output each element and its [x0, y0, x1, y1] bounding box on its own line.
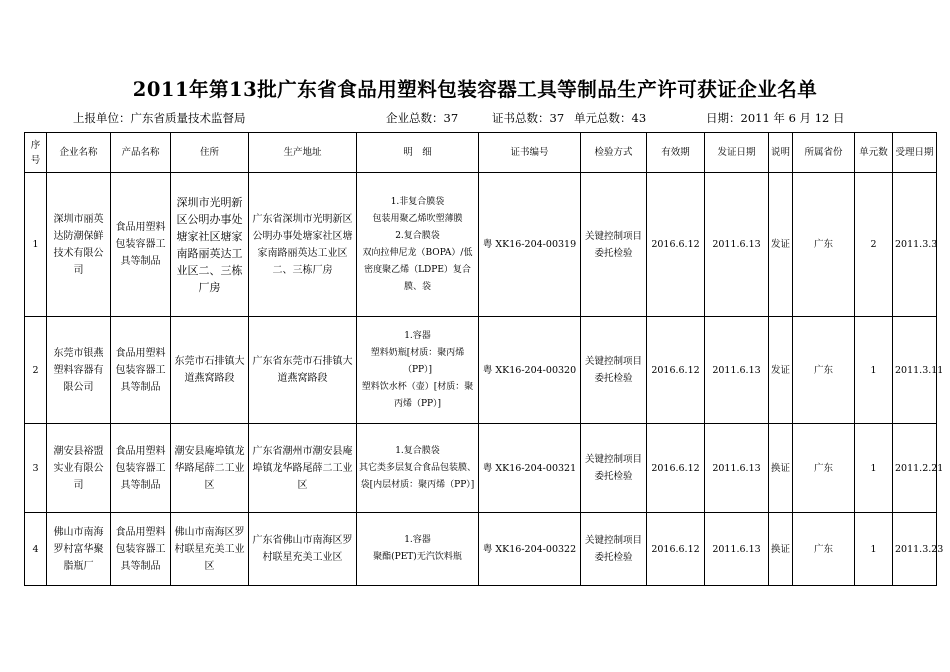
row-validity: 2016.6.12: [647, 424, 705, 513]
detail-line: 1.容器: [404, 535, 431, 545]
row-issue-date: 2011.6.13: [705, 513, 769, 586]
row-address: 广东省潮州市潮安县庵埠镇龙华路尾薛二工业区: [249, 424, 357, 513]
enterprise-table: [24, 132, 944, 586]
header-company: 企业名称: [47, 133, 111, 173]
row-province: 广东: [793, 513, 855, 586]
row-product: 食品用塑料包装容器工具等制品: [111, 173, 171, 317]
header-validity: 有效期: [647, 133, 705, 173]
row-units: 2: [855, 173, 893, 317]
row-validity: 2016.6.12: [647, 173, 705, 317]
header-issue-date: 发证日期: [705, 133, 769, 173]
row-method: 关键控制项目委托检验: [581, 173, 647, 317]
row-seq: 1: [25, 173, 47, 317]
row-detail: [357, 317, 479, 424]
table-row: [25, 173, 937, 317]
table-header-row: [25, 133, 937, 173]
page-title: 2011年第13批广东省食品用塑料包装容器工具等制品生产许可获证企业名单: [132, 78, 818, 101]
row-issue-date: 2011.6.13: [705, 173, 769, 317]
row-address: 广东省佛山市南海区罗村联星充美工业区: [249, 513, 357, 586]
row-detail: [357, 513, 479, 586]
row-province: 广东: [793, 317, 855, 424]
row-product: 食品用塑料包装容器工具等制品: [111, 424, 171, 513]
header-detail: 明 细: [357, 133, 479, 173]
enterprise-total: 企业总数：37: [386, 111, 459, 125]
row-accept-date: 2011.3.11: [893, 317, 937, 424]
detail-line: 包装用聚乙烯吹塑薄膜: [372, 213, 463, 224]
row-company: 深圳市丽英达防潮保鲜技术有限公司: [47, 173, 111, 317]
row-address: 广东省东莞市石排镇大道燕窝路段: [249, 317, 357, 424]
row-accept-date: 2011.3.23: [893, 513, 937, 586]
row-validity: 2016.6.12: [647, 317, 705, 424]
row-seq: 2: [25, 317, 47, 424]
row-residence: 潮安县庵埠镇龙华路尾薛二工业区: [171, 424, 249, 513]
row-cert: 粤 XK16-204-00321: [479, 424, 581, 513]
row-note: 换证: [769, 424, 793, 513]
row-method: 关键控制项目委托检验: [581, 513, 647, 586]
row-residence: 佛山市南海区罗村联星充美工业区: [171, 513, 249, 586]
row-accept-date: 2011.3.3: [893, 173, 937, 317]
row-company: 潮安县裕盟实业有限公司: [47, 424, 111, 513]
row-note: 发证: [769, 317, 793, 424]
row-seq: 4: [25, 513, 47, 586]
unit-total: 单元总数：43: [574, 111, 647, 125]
row-company: 佛山市南海罗村富华聚脂瓶厂: [47, 513, 111, 586]
header-method: 检验方式: [581, 133, 647, 173]
row-units: 1: [855, 424, 893, 513]
row-units: 1: [855, 513, 893, 586]
row-cert: 粤 XK16-204-00320: [479, 317, 581, 424]
row-cert: 粤 XK16-204-00322: [479, 513, 581, 586]
row-note: 发证: [769, 173, 793, 317]
header-accept-date: 受理日期: [893, 133, 937, 173]
row-product: 食品用塑料包装容器工具等制品: [111, 317, 171, 424]
row-product: 食品用塑料包装容器工具等制品: [111, 513, 171, 586]
detail-line: 1.复合膜袋: [395, 445, 440, 456]
row-seq: 3: [25, 424, 47, 513]
row-note: 换证: [769, 513, 793, 586]
table-row: [25, 424, 937, 513]
header-seq: 序号: [25, 133, 47, 173]
row-method: 关键控制项目委托检验: [581, 317, 647, 424]
table-row: [25, 513, 937, 586]
row-method: 关键控制项目委托检验: [581, 424, 647, 513]
header-cert: 证书编号: [479, 133, 581, 173]
row-detail: [357, 173, 479, 317]
header-units: 单元数: [855, 133, 893, 173]
report-date: 日期：2011 年 6 月 12 日: [706, 111, 845, 125]
row-validity: 2016.6.12: [647, 513, 705, 586]
row-cert: 粤 XK16-204-00319: [479, 173, 581, 317]
row-address: 广东省深圳市光明新区公明办事处塘家社区塘家南路丽英达工业区二、三栋厂房: [249, 173, 357, 317]
header-product: 产品名称: [111, 133, 171, 173]
row-province: 广东: [793, 424, 855, 513]
detail-line: 1.容器: [404, 330, 431, 341]
certificate-total: 证书总数：37: [492, 111, 565, 125]
detail-line: 塑料奶瓶[材质：聚丙烯（PP）]: [370, 347, 465, 375]
detail-line: 其它类多层复合食品包装膜、袋[内层材质：聚丙烯（PP）]: [359, 462, 477, 490]
detail-line: 2.复合膜袋: [395, 230, 440, 241]
detail-line: 双向拉伸尼龙（BOPA）/低密度聚乙烯（LDPE）复合膜、袋: [362, 247, 473, 292]
header-note: 说明: [769, 133, 793, 173]
row-detail: [357, 424, 479, 513]
row-accept-date: 2011.2.21: [893, 424, 937, 513]
header-residence: 住所: [171, 133, 249, 173]
row-issue-date: 2011.6.13: [705, 424, 769, 513]
row-province: 广东: [793, 173, 855, 317]
row-residence: 东莞市石排镇大道燕窝路段: [171, 317, 249, 424]
row-company: 东莞市银燕塑料容器有限公司: [47, 317, 111, 424]
detail-line: 聚酯(PET)无汽饮料瓶: [373, 552, 462, 562]
table-row: [25, 317, 937, 424]
header-address: 生产地址: [249, 133, 357, 173]
detail-line: 1.非复合膜袋: [390, 196, 445, 207]
row-residence: 深圳市光明新区公明办事处塘家社区塘家南路丽英达工业区二、三栋厂房: [171, 173, 249, 317]
detail-line: 塑料饮水杯（壶）[材质：聚丙烯（PP）]: [361, 381, 474, 409]
header-province: 所属省份: [793, 133, 855, 173]
reporting-unit: 上报单位：广东省质量技术监督局: [73, 111, 246, 125]
row-issue-date: 2011.6.13: [705, 317, 769, 424]
row-units: 1: [855, 317, 893, 424]
